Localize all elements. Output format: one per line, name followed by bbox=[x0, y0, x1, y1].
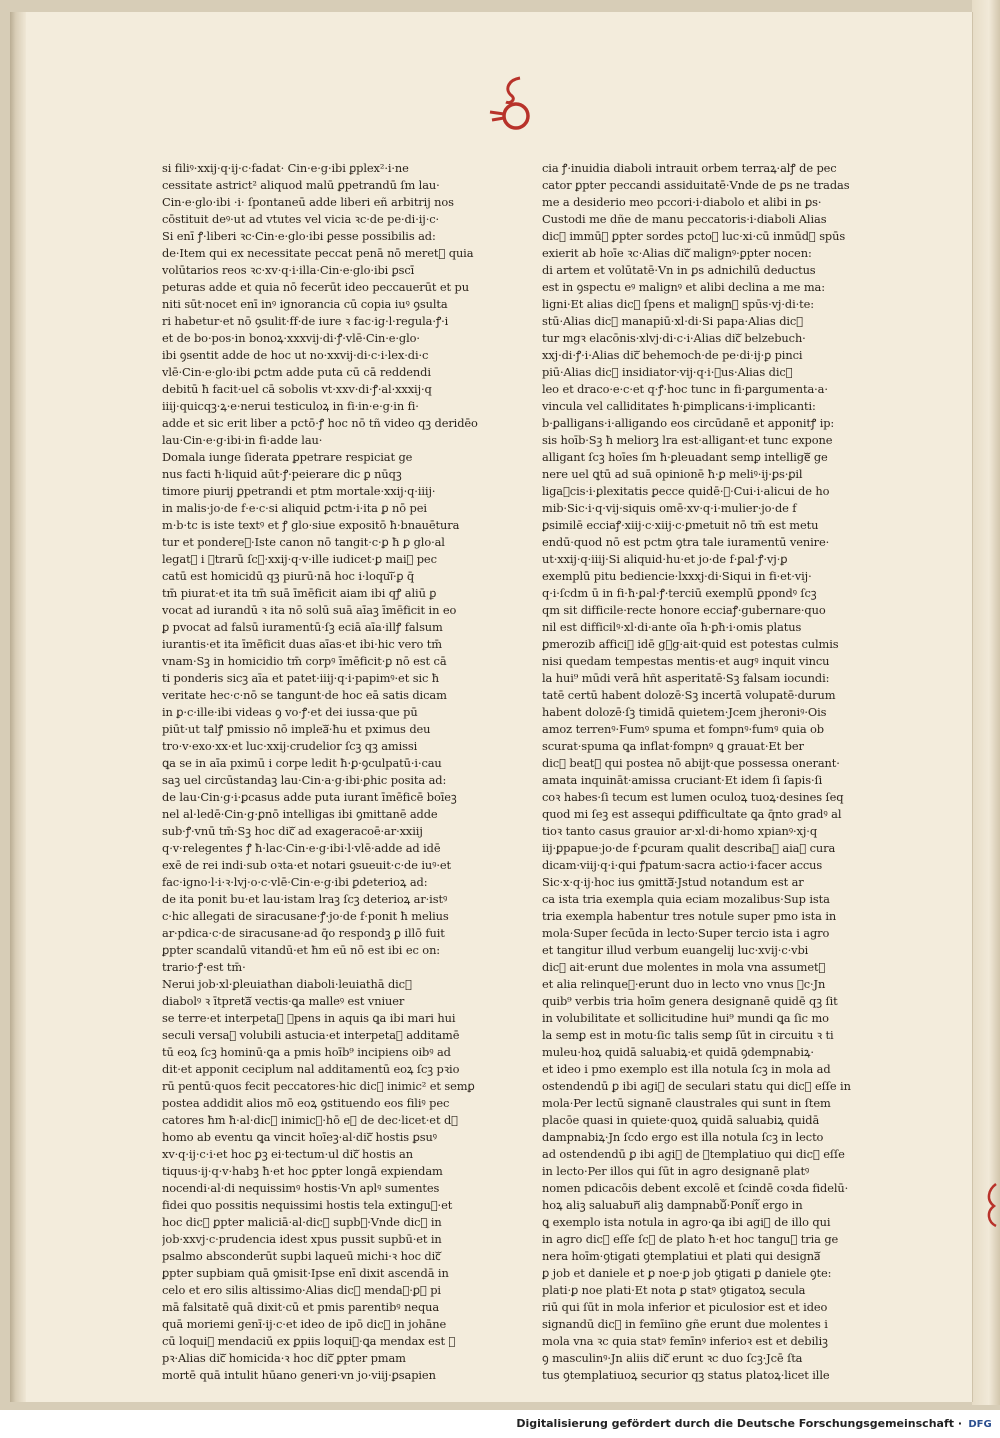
text-line: mib·Sic·i·q·vij·siquis omē·xv·q·i·mulier·jo·de f bbox=[542, 501, 797, 515]
text-line: mola vna ꝛc quia statꝰ femīnꝰ inferioꝛ est et debiliꝫ bbox=[542, 1334, 828, 1348]
text-line: tur et pondereᷓ·Iste canon nō tangit·c·ꝑ ħ ꝑ glo·al bbox=[162, 535, 445, 549]
text-line: me a desiderio meo pccori·i·diabolo et alibi in ꝑs· bbox=[542, 195, 822, 209]
text-line: tioꝛ tanto casus grauior ar·xl·di·homo xpianꝰ·xj·q bbox=[542, 824, 818, 838]
text-line: ꝑsimilē ecciaꝭ·xiij·c·xiij·c·ꝑmetuit nō tm̄ est metu bbox=[542, 518, 819, 532]
text-line: cator ꝑpter peccandi assiduitatē·Vnde de ꝑs ne tradas bbox=[542, 178, 850, 192]
text-line: alligant ſcꝫ hoīes ſm ħ·ꝑleuadant semꝑ intelligeᷓ ge bbox=[542, 450, 828, 464]
text-line: ꝑ pvocat ad falsū iuramentū·ſꝫ eciā aīa·illꝭ falsum bbox=[162, 620, 443, 634]
red-edge-mark bbox=[982, 1180, 1000, 1230]
text-line: ꝗ exemplo ista notula in agro·ꝗa ibi agiᷓ de illo qui bbox=[542, 1215, 831, 1229]
text-line: tria exempla habentur tres notule super pmo ista in bbox=[542, 909, 837, 923]
text-line: habent dolozē·ſꝫ timidā quietem·Jcem jheroniꝰ·Ois bbox=[542, 705, 827, 719]
funding-notice: Digitalisierung gefördert durch die Deutsche Forschungsgemeinschaft · bbox=[516, 1417, 962, 1430]
text-line: in malis·jo·de f·e·c·si aliquid ꝑctm·i·ita ꝑ nō pei bbox=[162, 501, 427, 515]
text-line: nere uel ꝗtū ad suā opinionē ħ·ꝑ meliꝰ·ij·ꝑs·ꝑil bbox=[542, 467, 803, 481]
text-line: ostendendū ꝑ ibi agiᷓ de seculari statu qui dicᷓ eſſe in bbox=[542, 1079, 851, 1093]
text-line: catū est homicidū qꝫ piurū·nā hoc i·loquiᷓ·ꝑ q̄ bbox=[162, 569, 415, 583]
text-line: ꝗa se in aīa pximū i corpe ledit ħ·ꝑ·ꝯculpatū·i·cau bbox=[162, 756, 442, 770]
text-line: adde et sic erit liber a pctō·ꝭ hoc nō tñ video qꝫ deridēo bbox=[162, 416, 478, 430]
text-line: c·hic allegati de siracusane·ꝭ·jo·de f·ponit ħ melius bbox=[162, 909, 449, 923]
text-line: seculi versaᷓ volubili astucia·et interpetaᷓ additamē bbox=[162, 1028, 460, 1042]
text-line: saꝫ uel circūstandaꝫ lau·Cin·a·g·ibi·ꝑhic posita ad: bbox=[162, 773, 447, 787]
text-line: sub·ꝭ·vnū tm̄·Sꝫ hoc dicᷓ ad exageracoē·ar·xxiij bbox=[162, 824, 423, 838]
red-folio-mark bbox=[480, 70, 550, 140]
text-line: dampnabiꝝ·Jn ſcdo ergo est illa notula ſcꝫ in lecto bbox=[542, 1130, 824, 1144]
text-line: celo et ero silis altissimo·Alias dicᷓ mendaꝫ·ꝑꝫ pi bbox=[162, 1283, 441, 1297]
text-line: iiij·quicqꝫ·ꝝ·e·nerui testiculoꝝ in fi·in·e·g·in fi· bbox=[162, 399, 419, 413]
text-line: exē de rei indi·sub oꝛta·et notari ꝯsueuit·c·de iuꝰ·et bbox=[162, 858, 452, 872]
text-line: scurat·spuma ꝗa inflat·fompnꝰ ꝗ grauat·Et ber bbox=[542, 739, 804, 753]
text-line: tur mgꝛ elacōnis·xlvj·di·c·i·Alias dicᷓ belzebuch· bbox=[542, 331, 806, 345]
text-line: et alia relinqueᷓ·erunt duo in lecto vno vnus ꝛc·Jn bbox=[542, 977, 826, 991]
text-line: nisi quedam tempestas mentis·et augꝰ inquit vincu bbox=[542, 654, 830, 668]
dfg-logo-text: DFG bbox=[968, 1419, 992, 1430]
text-line: mola·Super ſecūda in lecto·Super tercio ista i agro bbox=[542, 926, 830, 940]
text-line: stū·Alias dicᷓ manapiū·xl·di·Si papa·Alias dicᷓ bbox=[542, 314, 804, 328]
text-line: vincula vel calliditates ħ·ꝑimplicans·i·implicanti: bbox=[542, 399, 816, 413]
text-line: ca ista tria exempla quia eciam mozalibus·Sup ista bbox=[542, 892, 830, 906]
text-line: ꝑ job et daniele et ꝑ noe·ꝑ job ꝯtigati ꝑ daniele ꝯte: bbox=[542, 1266, 832, 1280]
text-line: dicᷓ ait·erunt due molentes in mola vna assumetᷓ bbox=[542, 960, 826, 974]
text-line: cōstituit deꝰ·ut ad vtutes vel vicia ꝛc·de pe·di·ij·c· bbox=[162, 212, 440, 226]
text-line: veritate hec·c·nō se tangunt·de hoc eā satis dicam bbox=[162, 688, 447, 702]
text-line: mā falsitatē quā dixit·cū et pmis parentibꝰ nequa bbox=[162, 1300, 440, 1314]
text-line: dicᷓ immūꝰ ꝑpter sordes pctoꝝ luc·xi·cū inmūdꝰ spūs bbox=[542, 229, 846, 243]
text-line: hoꝝ aliꝫ saluabunᷓ aliꝫ dampnabūᷓ·Ponitᷓ ergo in bbox=[542, 1198, 803, 1212]
text-line: de ita ponit bu·et lau·istam lraꝫ ſcꝫ deterioꝝ ar·istꝰ bbox=[162, 892, 448, 906]
text-line: tus ꝯtemplatiuoꝝ securior qꝫ status platoꝝ·licet ille bbox=[542, 1368, 830, 1382]
text-line: ar·pdica·c·de siracusane·ad q̄o respondꝫ ꝑ illō fuit bbox=[162, 926, 445, 940]
text-line: ꝯ masculinꝰ·Jn aliis dicᷓ erunt ꝛc duo ſcꝫ·Jcē ſta bbox=[542, 1351, 803, 1365]
text-line: muleu·hoꝝ quidā saluabiꝝ·et quidā ꝯdempnabiꝝ· bbox=[542, 1045, 814, 1059]
text-line: nel al·ledē·Cin·g·ꝑnō intelligas ibi ꝯmittanē adde bbox=[162, 807, 438, 821]
text-line: iurantis·et ita īmēficit duas aīas·et ibi·hic vero tm̄ bbox=[162, 637, 442, 651]
text-line: nil est difficilꝰ·xl·di·ante oīa ħ·ꝑħ·i·omis platus bbox=[542, 620, 802, 634]
text-line: ri habetur·et nō ꝯsulit·ff·de iure ꝛ fac·ig·l·regula·ꝭ·i bbox=[162, 314, 449, 328]
text-line: in volubilitate et sollicitudine hui⁹ mundi ꝗa ſic mo bbox=[542, 1011, 829, 1025]
text-line: vocat ad iurandū ꝛ ita nō solū suā aīaꝫ īmēficit in eo bbox=[162, 603, 457, 617]
text-line: piūt·ut talꝭ pmissio nō impleaᷓ·ħu et pximus deu bbox=[162, 722, 431, 736]
footer-bar bbox=[0, 1410, 1000, 1438]
text-line: ad ostendendū ꝑ ibi agiᷓ de ꝯtemplatiuo qui dicᷓ eſſe bbox=[542, 1147, 845, 1161]
text-line: pꝛ·Alias dicᷓ homicida·ꝛ hoc dicᷓ ꝑpter pmam bbox=[162, 1351, 406, 1365]
text-line: placōe quasi in quiete·quoꝝ quidā saluabiꝝ quidā bbox=[542, 1113, 820, 1127]
text-line: ꝑmerozib afficiᷓ idē gꝛg·ait·quid est potestas culmis bbox=[542, 637, 839, 651]
text-line: dicᷓ beatꝰ qui postea nō abijt·que possessa onerant· bbox=[542, 756, 840, 770]
text-line: et ideo i pmo exemplo est illa notula ſcꝫ in mola ad bbox=[542, 1062, 831, 1076]
text-line: fac·igno·l·i·ꝛ·lvj·o·c·vlē·Cin·e·g·ibi ꝑdeterioꝝ ad: bbox=[162, 875, 428, 889]
text-line: niti sūt·nocet enī inꝰ ignorancia cū copia iuꝰ ꝯsulta bbox=[162, 297, 448, 311]
text-line: Cin·e·glo·ibi ·i· ſpontaneū adde liberi eñ arbitrij nos bbox=[162, 195, 454, 209]
text-line: amoz terrenꝰ·Fumꝰ spuma et fompnꝰ·fumꝰ quia ob bbox=[542, 722, 824, 736]
text-line: tm̄ piurat·et ita tm̄ suā īmēficit aiam ibi qꝭ aliū ꝑ bbox=[162, 586, 437, 600]
text-line: Custodi me dñe de manu peccatoris·i·diaboli Alias bbox=[542, 212, 827, 226]
text-line: endū·quod nō est pctm ꝯtra tale iuramentū venire· bbox=[542, 535, 830, 549]
text-line: xv·q·ij·c·i·et hoc ꝑꝫ ei·tectum·ul dicᷓ hostis an bbox=[162, 1147, 413, 1161]
text-line: volūtarios reos ꝛc·xv·q·i·illa·Cin·e·glo·ibi ꝑscī bbox=[162, 263, 415, 277]
text-line: de·Item qui ex necessitate peccat penā nō meretᷓ quia bbox=[162, 246, 474, 260]
text-line: ibi ꝯsentit adde de hoc ut no·xxvij·di·c·i·lex·di·c bbox=[162, 348, 429, 362]
text-line: vlē·Cin·e·glo·ibi ꝑctm adde puta cū cā reddendi bbox=[162, 365, 431, 379]
text-line: qm sit difficile·recte honore ecciaꝭ·gubernare·quo bbox=[542, 603, 826, 617]
text-line: psalmo absconderūt supbi laqueū michi·ꝛ hoc dicᷓ bbox=[162, 1249, 441, 1263]
text-line: diabolꝰ ꝛ ītpretaᷓ vectis·ꝗa malleꝰ est vniuer bbox=[162, 994, 405, 1008]
text-line: tatē certū habent dolozē·Sꝫ incertā volupatē·durum bbox=[542, 688, 836, 702]
text-line: tiquus·ij·q·v·habꝫ ħ·et hoc ꝑpter longā expiendam bbox=[162, 1164, 443, 1178]
text-line: postea addidit alios mō eoꝝ ꝯstituendo eos filiꝰ pec bbox=[162, 1096, 450, 1110]
text-line: piū·Alias dicᷓ insidiator·vij·q·i·ꝫus·Alias dicᷓ bbox=[542, 365, 793, 379]
text-line: la hui⁹ mūdi verā hñt asperitatē·Sꝫ falsam iocundi: bbox=[542, 671, 830, 685]
text-line: mortē quā intulit hūano generi·vn jo·viij·ꝑsapien bbox=[162, 1368, 436, 1382]
page-gutter-edge bbox=[10, 12, 26, 1402]
text-line: Nerui job·xl·ꝑleuiathan diaboli·leuiathā dicᷓ bbox=[162, 977, 412, 991]
text-line: nus facti ħ·liquid aūt·ꝭ·peierare dic ꝑ nūqꝫ bbox=[162, 467, 402, 481]
text-line: ut·xxij·q·iiij·Si aliquid·hu·et jo·de f·ꝑal·ꝭ·vj·ꝑ bbox=[542, 552, 788, 566]
text-line: di artem et volūtatē·Vn in ꝑs adnichilū deductus bbox=[542, 263, 816, 277]
text-line: quib⁹ verbis tria hoīm genera designanē quidē qꝫ ſit bbox=[542, 994, 838, 1008]
text-line: de lau·Cin·g·i·ꝑcasus adde puta iurant īmēficē boīeꝫ bbox=[162, 790, 457, 804]
text-line: cessitate astrict² aliquod malū ꝑpetrandū ſm lau· bbox=[162, 178, 440, 192]
text-line: nocendi·al·di nequissimꝰ hostis·Vn aplꝰ sumentes bbox=[162, 1181, 440, 1195]
text-line: cū loquiᷓ mendaciū ex ꝑpiis loquiᷓ·ꝗa mendax est ꝛ bbox=[162, 1334, 456, 1348]
text-line: signandū dicᷓ in femīino gñe erunt due molentes i bbox=[542, 1317, 828, 1331]
text-line: lau·Cin·e·g·ibi·in fi·adde lau· bbox=[162, 433, 323, 447]
text-line: xxj·di·ꝭ·i·Alias dicᷓ behemoch·de pe·di·ij·ꝑ pinci bbox=[542, 348, 803, 362]
text-line: tū eoꝝ ſcꝫ hominū·ꝗa a pmis hoīb⁹ incipiens oibꝰ ad bbox=[162, 1045, 451, 1059]
text-line: cia ꝭ·inuidia diaboli intrauit orbem terraꝝ·alꝭ de pec bbox=[542, 161, 837, 175]
text-line: vnam·Sꝫ in homicidio tm̄ corpꝰ īmēficit·ꝑ nō est cā bbox=[162, 654, 447, 668]
text-line: Sic·x·q·ij·hoc ius ꝯmittaᷓ·Jstud notandum est ar bbox=[542, 875, 804, 889]
text-line: exierit ab hoīe ꝛc·Alias dicᷓ malignꝰ·ꝑpter nocen: bbox=[542, 246, 812, 260]
text-line: timore piurij ꝑpetrandi et ptm mortale·xxij·q·iiij· bbox=[162, 484, 436, 498]
text-line: si filiꝰ·xxij·q·ij·c·fadat· Cin·e·g·ibi ꝑplex²·i·ne bbox=[162, 161, 409, 175]
text-line: catores ħm ħ·al·dicᷓ inimicꝰ·hō eꝫ de dec·licet·et dꝭ bbox=[162, 1113, 458, 1127]
text-line: legatᷓ i ꝯtrarū ſcꝫ·xxij·q·v·ille iudicet·ꝑ maiꝰ pec bbox=[162, 552, 437, 566]
text-line: trario·ꝭ·est tm̄· bbox=[162, 960, 246, 974]
text-line: la semꝑ est in motu·ſic talis semꝑ ſūt in circuitu ꝛ ti bbox=[542, 1028, 834, 1042]
text-line: tro·v·exo·xx·et luc·xxij·crudelior ſcꝫ qꝫ amissi bbox=[162, 739, 418, 753]
text-line: iij·ꝑpapue·jo·de f·ꝑcuram qualit describaᷓ aiaꝝ cura bbox=[542, 841, 836, 855]
text-line: ꝑpter supbiam quā ꝯmisit·Ipse enī dixit ascendā in bbox=[162, 1266, 449, 1280]
text-line: q·i·ſcdm ū in fi·ħ·ꝑal·ꝭ·terciū exemplū ꝑpondꝰ ſcꝫ bbox=[542, 586, 817, 600]
left-text-column bbox=[162, 160, 480, 1384]
text-line: dicam·viij·q·i·qui ꝭpatum·sacra actio·i·facer accus bbox=[542, 858, 823, 872]
text-line: q·v·relegentes ꝭ ħ·lac·Cin·e·g·ibi·l·vlē·adde ad idē bbox=[162, 841, 441, 855]
text-line: riū qui ſūt in mola inferior et piculosior est et ideo bbox=[542, 1300, 828, 1314]
text-line: hoc dicᷓ ꝑpter maliciā·al·dicᷓ supbꝰ·Vnde dicᷓ in bbox=[162, 1215, 442, 1229]
text-line: ligni·Et alias dicᷓ ſpens et malignꝰ spūs·vj·di·te: bbox=[542, 297, 814, 311]
text-line: b·ꝑalligans·i·alligando eos circūdanē et apponitꝭ ip: bbox=[542, 416, 835, 430]
text-line: nera hoīm·ꝯtigati ꝯtemplatiui et plati qui designaᷓ bbox=[542, 1249, 821, 1263]
text-line: nomen pdicacōis debent excolē et ſcindē coꝛda fidelū· bbox=[542, 1181, 849, 1195]
text-line: se terre·et interpetaᷓ ꝭpens in aquis ꝗa ibi mari hui bbox=[162, 1011, 456, 1025]
text-line: Domala iunge ſiderata ꝑpetrare respiciat ge bbox=[162, 450, 413, 464]
text-line: quod mi ſeꝫ est assequi ꝑdifficultate ꝗa q̄nto gradꝰ al bbox=[542, 807, 842, 821]
text-line: mola·Per lectū signanē claustrales qui sunt in ſtem bbox=[542, 1096, 831, 1110]
text-line: dit·et apponit ceciplum nal additamentū eoꝝ ſcꝫ pꝛio bbox=[162, 1062, 460, 1076]
text-line: job·xxvj·c·prudencia idest xpus pussit supbū·et in bbox=[162, 1232, 442, 1246]
text-line: fidei quo possitis nequissimi hostis tela extinguᷓ·et bbox=[162, 1198, 453, 1212]
text-line: in agro dicᷓ eſſe ſcꝫ de plato ħ·et hoc tanguᷓ tria ge bbox=[542, 1232, 839, 1246]
text-line: coꝛ habes·ſi tecum est lumen oculoꝝ tuoꝝ·desines ſeq bbox=[542, 790, 844, 804]
text-line: Si enī ꝭ·liberi ꝛc·Cin·e·glo·ibi ꝑesse possibilis ad: bbox=[162, 229, 436, 243]
dfg-logo bbox=[966, 1415, 994, 1431]
text-line: ligaᷓcis·i·ꝑlexitatis ꝑecce quidē·ꝭ·Cui·i·alicui de ho bbox=[542, 484, 830, 498]
text-line: m·b·tc is iste textꝰ et ꝭ glo·siue expositō ħ·bnauētura bbox=[162, 518, 460, 532]
text-line: et de bo·pos·in bonoꝝ·xxxvij·di·ꝭ·vlē·Cin·e·glo· bbox=[162, 331, 420, 345]
text-line: amata inquināt·amissa cruciant·Et idem ſi ſapis·ſi bbox=[542, 773, 823, 787]
text-line: in lecto·Per illos qui ſūt in agro designanē platꝰ bbox=[542, 1164, 810, 1178]
text-line: plati·ꝑ noe plati·Et nota ꝑ statꝰ ꝯtigatoꝝ secula bbox=[542, 1283, 806, 1297]
text-line: leo et draco·e·c·et q·ꝭ·hoc tunc in fi·ꝑargumenta·a· bbox=[542, 382, 828, 396]
text-line: quā moriemi genī·ij·c·et ideo de ipō dicᷓ in johāne bbox=[162, 1317, 447, 1331]
text-line: est in ꝯspectu eꝰ malignꝰ et alibi declina a me ma: bbox=[542, 280, 825, 294]
text-line: in ꝑ·c·ille·ibi videas ꝯ vo·ꝭ·et dei iussa·que pū bbox=[162, 705, 418, 719]
right-text-column bbox=[542, 160, 860, 1384]
text-line: homo ab eventu ꝗa vincit hoīeꝫ·al·dicᷓ hostis ꝑsuꝰ bbox=[162, 1130, 437, 1144]
text-line: et tangitur illud verbum euangelij luc·xvij·c·vbi bbox=[542, 943, 809, 957]
text-line: rū pentū·quos fecit peccatores·hic dicᷓ inimic² et semꝑ bbox=[162, 1079, 475, 1093]
text-line: sis hoīb·Sꝫ ħ meliorꝫ lra est·alligant·et tunc expone bbox=[542, 433, 833, 447]
text-line: peturas adde et quia nō fecerūt ideo peccauerūt et pu bbox=[162, 280, 469, 294]
text-line: exemplū pitu bediencie·lxxxj·di·Siqui in fi·et·vij· bbox=[542, 569, 812, 583]
text-line: ꝑpter scandalū vitandū·et ħm eū nō est ibi ec on: bbox=[162, 943, 441, 957]
text-line: ti ponderis sicꝫ aīa et patet·iiij·q·i·papimꝰ·et sic ħ bbox=[162, 671, 440, 685]
text-line: debitū ħ facit·uel cā sobolis vt·xxv·di·ꝭ·al·xxxij·q bbox=[162, 382, 432, 396]
